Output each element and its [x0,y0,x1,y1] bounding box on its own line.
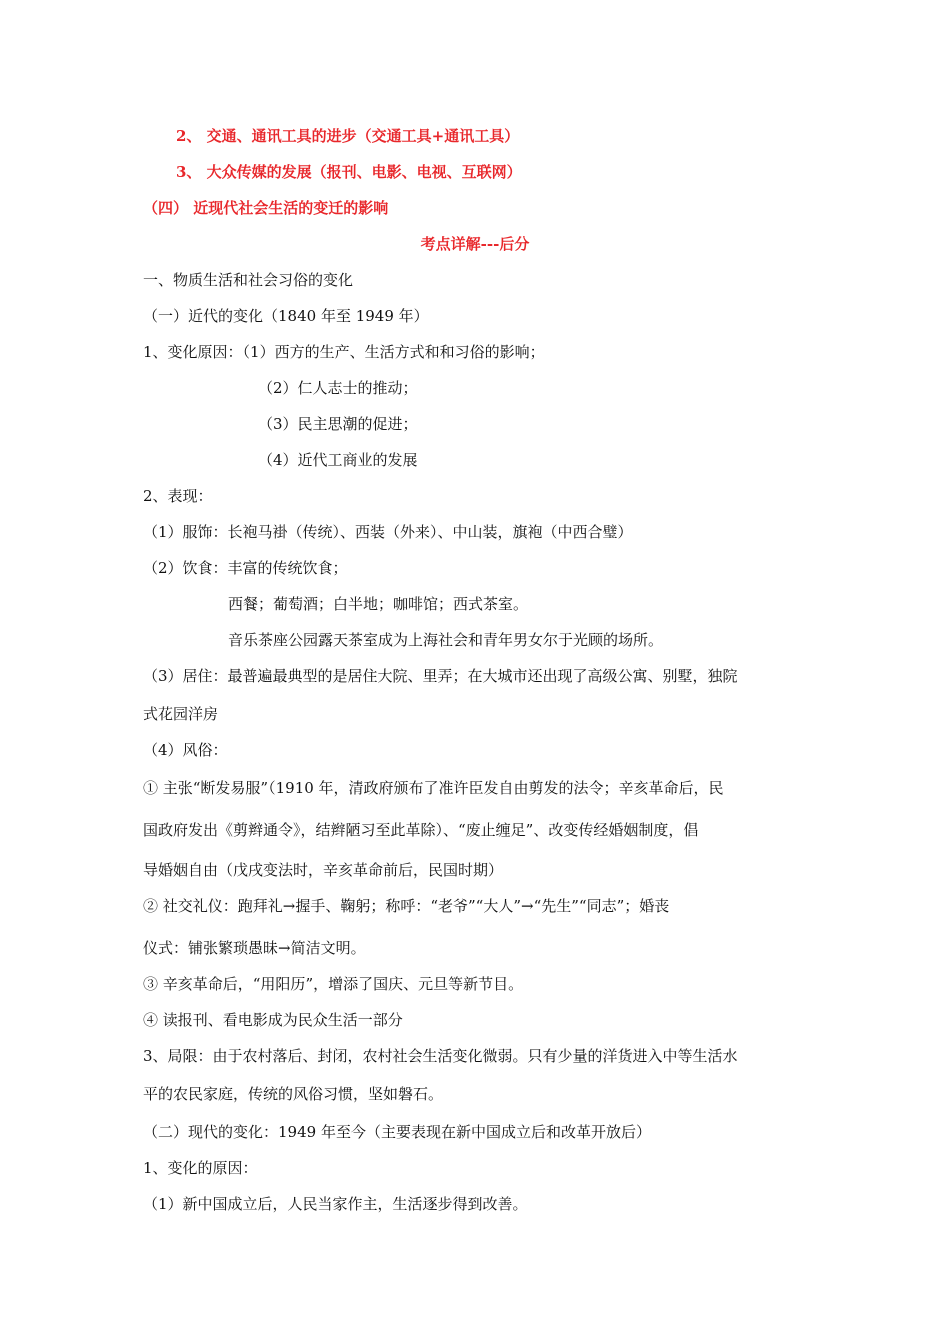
text-customs-item-1b: 国政府发出《剪辫通令》，结辫陋习至此革除）、“废止缠足”、改变传经婚姻制度，倡 [143,821,699,839]
heading-mass-media: 3、 大众传媒的发展（报刊、电影、电视、互联网） [176,163,522,181]
text-clothing: （1）服饰：长袍马褂（传统）、西装（外来）、中山装，旗袍（中西合璧） [143,523,633,541]
text-change-reasons-1: 1、变化原因：（1）西方的生产、生活方式和和习俗的影响； [143,343,545,361]
text-change-reasons-4: （4）近代工商业的发展 [258,451,418,469]
text-change-reasons-2: （2）仁人志士的推动； [258,379,418,397]
text-customs-item-2a: ② 社交礼仪：跑拜礼→握手、鞠躬；称呼：“老爷”“大人”→“先生”“同志”；婚丧 [143,897,670,915]
text-customs-item-4: ④ 读报刊、看电影成为民众生活一部分 [143,1011,403,1029]
heading-material-life: 一、物质生活和社会习俗的变化 [143,271,354,289]
heading-modern-changes: （一）近代的变化（1840 年至 1949 年） [143,307,429,325]
text-housing-2: 式花园洋房 [143,705,219,723]
text-housing-1: （3）居住：最普遍最典型的是居住大院、里弄；在大城市还出现了高级公寓、别墅，独院 [143,667,738,685]
text-customs-item-1a: ① 主张“断发易服”（1910 年，清政府颁布了准许臣发自由剪发的法令；辛亥革命后，民 [143,779,724,797]
text-limitations-1: 3、局限：由于农村落后、封闭，农村社会生活变化微弱。只有少量的洋货进入中等生活水 [143,1047,738,1065]
text-diet: （2）饮食：丰富的传统饮食； [143,559,348,577]
text-customs: （4）风俗： [143,741,228,759]
text-diet-western: 西餐；葡萄酒；白半地；咖啡馆；西式茶室。 [228,595,529,613]
text-limitations-2: 平的农民家庭，传统的风俗习惯，坚如磐石。 [143,1085,444,1103]
heading-reasons-of-change: 1、变化的原因： [143,1159,258,1177]
heading-manifestations: 2、表现： [143,487,213,505]
text-customs-item-2b: 仪式：铺张繁琐愚昧→简洁文明。 [143,939,366,957]
text-diet-teahouse: 音乐茶座公园露天茶室成为上海社会和青年男女尔于光顾的场所。 [228,631,664,649]
text-new-china: （1）新中国成立后，人民当家作主，生活逐步得到改善。 [143,1195,528,1213]
heading-contemporary-changes: （二）现代的变化：1949 年至今（主要表现在新中国成立后和改革开放后） [143,1123,651,1141]
text-customs-item-3: ③ 辛亥革命后，“用阳历”，增添了国庆、元旦等新节目。 [143,975,524,993]
text-customs-item-1c: 导婚姻自由（戊戌变法时，辛亥革命前后，民国时期） [143,861,504,879]
section-title-exam-points: 考点详解---后分 [420,235,530,253]
text-change-reasons-3: （3）民主思潮的促进； [258,415,418,433]
heading-section-four: （四） 近现代社会生活的变迁的影响 [143,199,389,217]
heading-transport-communication: 2、 交通、通讯工具的进步（交通工具+通讯工具） [176,127,520,145]
